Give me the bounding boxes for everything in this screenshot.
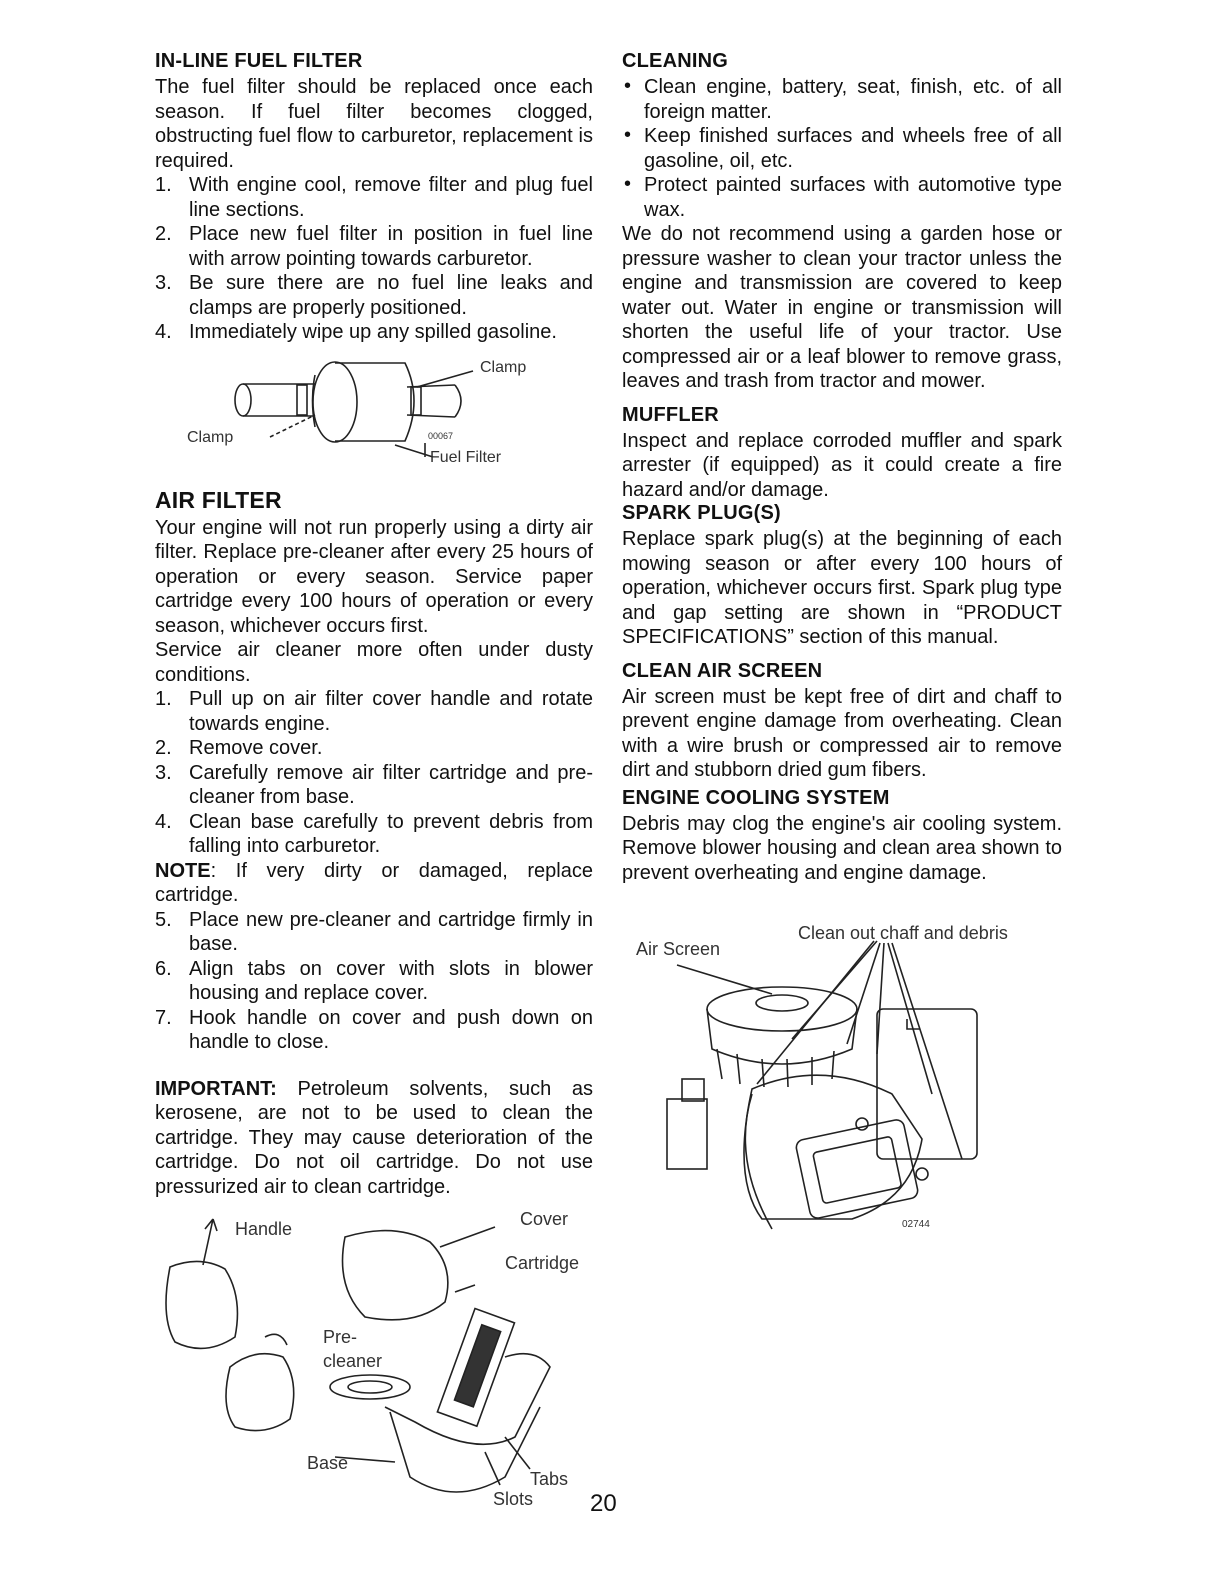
air-screen-heading: CLEAN AIR SCREEN	[622, 659, 823, 682]
clamp-label-left: Clamp	[187, 428, 234, 446]
note-text: : If very dirty or damaged, replace cartridge.	[155, 859, 593, 906]
cover-label: Cover	[520, 1209, 569, 1229]
page-number: 20	[590, 1490, 617, 1517]
step-number: 6.	[155, 957, 172, 980]
muffler-body: Inspect and replace corroded muffler and spark arrester (if equipped) as it could create a fire hazard and/or damage.	[622, 429, 1062, 501]
step-text: Clean base carefully to prevent debris from falling into carburetor.	[189, 810, 593, 857]
step-number: 1.	[155, 174, 172, 196]
list-item	[155, 736, 593, 761]
figure-code: 02744	[902, 1219, 930, 1230]
engine-illustration	[622, 919, 1062, 1249]
important-text: Petroleum solvents, such as kerosene, are not to be used to clean the cartridge. They may cause deterioration of the cartridge. Do not oil cartridge. Do not use pressurized air to clean cartridge.	[155, 1077, 593, 1198]
left-column	[155, 50, 593, 1507]
air-filter-heading: AIR FILTER	[155, 486, 282, 513]
step-number: 4.	[155, 810, 172, 833]
step-number: 3.	[155, 761, 172, 784]
muffler-heading: MUFFLER	[622, 403, 719, 426]
spark-plugs-body: Replace spark plug(s) at the beginning of each mowing season or after every 100 hours of operation, whichever occurs first. Spark plug type and gap setting are shown in “PRODUCT SPECIFICATIONS” section of this manual.	[622, 528, 1062, 648]
step-text: Pull up on air filter cover handle and rotate towards engine.	[189, 688, 593, 735]
step-number: 2.	[155, 737, 172, 759]
tabs-label: Tabs	[530, 1469, 569, 1489]
step-text: Hook handle on cover and push down on handle to close.	[189, 1006, 593, 1053]
note-label: NOTE	[155, 859, 211, 882]
step-text: Be sure there are no fuel line leaks and clamps are properly positioned.	[189, 272, 593, 319]
step-number: 3.	[155, 272, 172, 294]
cleaning-body: We do not recommend using a garden hose or pressure washer to clean your tractor unless the engine and transmission are covered to keep water out. Water in engine or transmission will shorten the useful life of your tractor. Use compressed air or a leaf blower to remove grass, leaves and trash from tractor and mower.	[622, 223, 1062, 392]
clean-out-label: Clean out chaff and debris	[798, 923, 1008, 943]
figure-code: 00067	[428, 430, 454, 441]
list-item	[622, 173, 1062, 222]
list-item	[155, 957, 593, 1006]
bullet-icon: •	[624, 124, 632, 146]
fuel-filter-steps	[155, 173, 593, 345]
air-screen-label: Air Screen	[636, 939, 721, 959]
step-text: With engine cool, remove filter and plug fuel line sections.	[189, 174, 593, 221]
list-item	[155, 810, 593, 859]
slots-label: Slots	[493, 1489, 534, 1509]
bullet-text: Protect painted surfaces with automotive type wax.	[644, 174, 1062, 221]
clamp-label-right: Clamp	[480, 358, 527, 376]
important-paragraph	[155, 1077, 593, 1200]
step-text: Carefully remove air filter cartridge and pre-cleaner from base.	[189, 761, 593, 808]
step-number: 4.	[155, 321, 172, 343]
list-item	[155, 908, 593, 957]
list-item	[155, 761, 593, 810]
fuel-filter-intro: The fuel filter should be replaced once each season. If fuel filter becomes clogged, obstructing fuel flow to carburetor, replacement is required.	[155, 76, 593, 172]
bullet-text: Keep finished surfaces and wheels free of all gasoline, oil, etc.	[644, 125, 1062, 172]
step-text: Remove cover.	[189, 737, 323, 759]
cartridge-label: Cartridge	[505, 1253, 580, 1273]
air-filter-steps-a	[155, 687, 593, 859]
air-filter-intro-2: Service air cleaner more often under dusty conditions.	[155, 639, 593, 686]
step-text: Immediately wipe up any spilled gasoline.	[189, 321, 557, 343]
note-paragraph	[155, 859, 593, 908]
step-number: 1.	[155, 688, 172, 710]
important-label: IMPORTANT:	[155, 1077, 277, 1100]
pre-label: Pre-	[323, 1327, 358, 1347]
air-filter-figure	[155, 1207, 593, 1507]
fuel-filter-figure	[155, 345, 593, 485]
list-item	[622, 75, 1062, 124]
step-text: Place new fuel filter in position in fuel line with arrow pointing towards carburetor.	[189, 223, 593, 270]
bullet-icon: •	[624, 173, 632, 195]
bullet-icon: •	[624, 75, 632, 97]
cooling-body: Debris may clog the engine's air cooling system. Remove blower housing and clean area shown to prevent overheating and engine damage.	[622, 812, 1062, 884]
right-column	[622, 50, 1062, 1249]
spark-plugs-heading: SPARK PLUG(S)	[622, 502, 781, 524]
step-number: 2.	[155, 223, 172, 245]
list-item	[155, 687, 593, 736]
step-number: 5.	[155, 908, 172, 931]
list-item	[155, 173, 593, 222]
engine-figure	[622, 919, 1062, 1249]
step-text: Align tabs on cover with slots in blower housing and replace cover.	[189, 957, 593, 1004]
step-number: 7.	[155, 1006, 172, 1029]
cleaner-label: cleaner	[323, 1351, 383, 1371]
handle-label: Handle	[235, 1219, 293, 1239]
bullet-text: Clean engine, battery, seat, finish, etc. of all foreign matter.	[644, 76, 1062, 123]
air-filter-intro: Your engine will not run properly using a dirty air filter. Replace pre-cleaner after every 25 hours of operation or every season. Service paper cartridge every 100 hours of operation or every season, whichever occurs first.	[155, 516, 593, 637]
step-text: Place new pre-cleaner and cartridge firmly in base.	[189, 908, 593, 955]
base-label: Base	[307, 1453, 349, 1473]
fuel-filter-illustration	[155, 345, 593, 485]
air-filter-steps-b	[155, 908, 593, 1055]
list-item	[622, 124, 1062, 173]
list-item	[155, 222, 593, 271]
air-screen-body: Air screen must be kept free of dirt and chaff to prevent engine damage from overheating. Clean with a wire brush or compressed air to remove dirt and stubborn dried gum fibers.	[622, 685, 1062, 781]
fuel-filter-heading: IN-LINE FUEL FILTER	[155, 50, 363, 72]
cooling-heading: ENGINE COOLING SYSTEM	[622, 786, 890, 809]
list-item	[155, 271, 593, 320]
cleaning-heading: CLEANING	[622, 50, 729, 72]
list-item	[155, 1006, 593, 1055]
list-item	[155, 320, 593, 345]
cleaning-bullets	[622, 75, 1062, 222]
fuel-filter-label: Fuel Filter	[430, 448, 502, 466]
